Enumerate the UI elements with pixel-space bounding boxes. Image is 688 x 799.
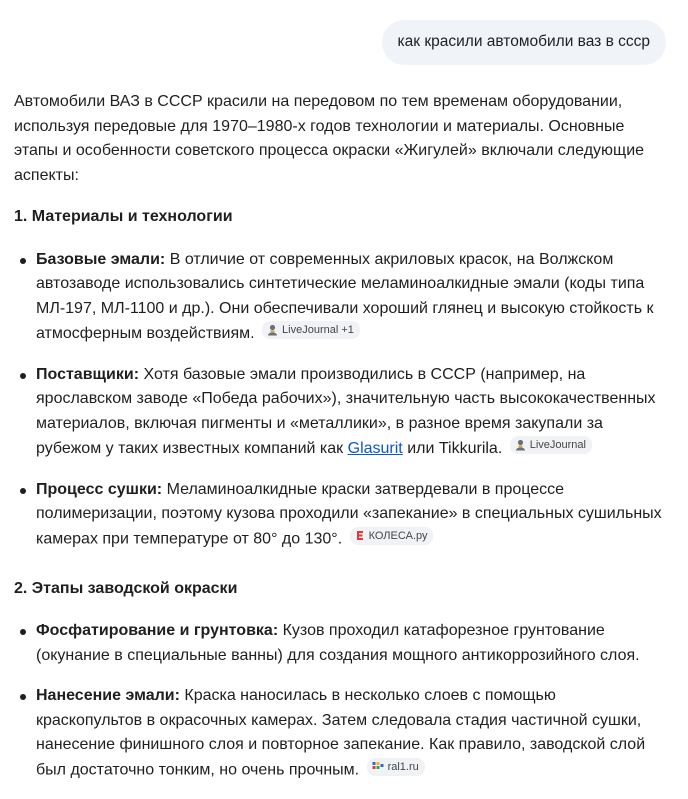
item-text: Меламиноалкидные краски затвердевали в процессе полимеризации, поэтому кузова проходили «запекание» в специальных сушильных камерах при температуре от 80° до 130°. bbox=[36, 480, 662, 547]
item-term: Поставщики: bbox=[36, 365, 140, 383]
item-term: Базовые эмали: bbox=[36, 250, 166, 268]
bullet-dot bbox=[20, 694, 26, 700]
item-text: В отличие от современных акриловых красок, на Волжском автозаводе использовались синтетические меламиноалкидные эмали (коды типа МЛ-197, МЛ-1100 и др.). Они обеспечивали хороший глянец и высокую стойкость к атмосферным воздействиям. bbox=[36, 250, 654, 342]
answer-intro: Автомобили ВАЗ в СССР красили на передовом по тем временам оборудовании, используя передовые для 1970–1980-х годов технологии и материалы. Основные этапы и особенности советского процесса окраски «Жигулей» включали следующие аспекты: bbox=[14, 93, 645, 184]
stages-list bbox=[14, 619, 666, 783]
section-heading-materials: 1. Материалы и технологии bbox=[14, 208, 233, 225]
item-text: Краска наносилась в несколько слоев с помощью краскопультов в окрасочных камерах. Затем следовала стадия частичной сушки, нанесение финишного слоя и повторное запекание. Как правило, заводской слой был достаточно тонким, но очень прочным. bbox=[36, 687, 646, 778]
source-chip-label: LiveJournal +1 bbox=[282, 324, 354, 336]
materials-list bbox=[14, 248, 666, 552]
ral1-icon bbox=[372, 761, 384, 772]
item-text: Кузов проходил катафорезное грунтование (окунание в специальные ванны) для создания мощного антикоррозийного слоя. bbox=[36, 622, 640, 664]
item-text-after-link: или Tikkurila. bbox=[402, 440, 503, 457]
bullet-dot bbox=[20, 258, 26, 264]
source-chip-label: ral1.ru bbox=[387, 760, 419, 773]
list-item bbox=[14, 684, 666, 783]
source-chip[interactable] bbox=[510, 436, 592, 454]
source-chip-label: КОЛЕСА.ру bbox=[368, 529, 428, 542]
bullet-dot bbox=[20, 488, 26, 494]
source-chip[interactable] bbox=[367, 758, 425, 776]
source-chip[interactable] bbox=[262, 321, 360, 339]
section-heading-stages: 2. Этапы заводской окраски bbox=[14, 579, 238, 597]
item-term: Процесс сушки: bbox=[36, 480, 163, 498]
bullet-dot bbox=[20, 629, 26, 635]
glasurit-link[interactable]: Glasurit bbox=[347, 440, 403, 457]
livejournal-icon bbox=[515, 439, 526, 451]
source-chip-label: LiveJournal bbox=[529, 439, 586, 451]
user-message-row bbox=[382, 20, 666, 65]
livejournal-icon bbox=[267, 324, 278, 336]
list-item bbox=[14, 619, 666, 668]
kolesa-icon bbox=[355, 530, 365, 541]
item-term: Нанесение эмали: bbox=[36, 687, 180, 704]
list-item bbox=[14, 478, 666, 552]
list-item bbox=[14, 248, 666, 347]
user-message-bubble: как красили автомобили ваз в ссср bbox=[382, 20, 666, 65]
item-term: Фосфатирование и грунтовка: bbox=[36, 622, 279, 639]
item-text-before-link: Хотя базовые эмали производились в СССР (например, на ярославском заводе «Победа рабочих»), значительную часть высококачественных материалов, включая пигменты и «металлики», в разное время закупали за рубежом у таких известных компаний как bbox=[36, 365, 656, 457]
source-chip[interactable] bbox=[350, 527, 434, 545]
bullet-dot bbox=[20, 373, 26, 379]
list-item bbox=[14, 363, 666, 462]
assistant-answer bbox=[14, 90, 666, 799]
